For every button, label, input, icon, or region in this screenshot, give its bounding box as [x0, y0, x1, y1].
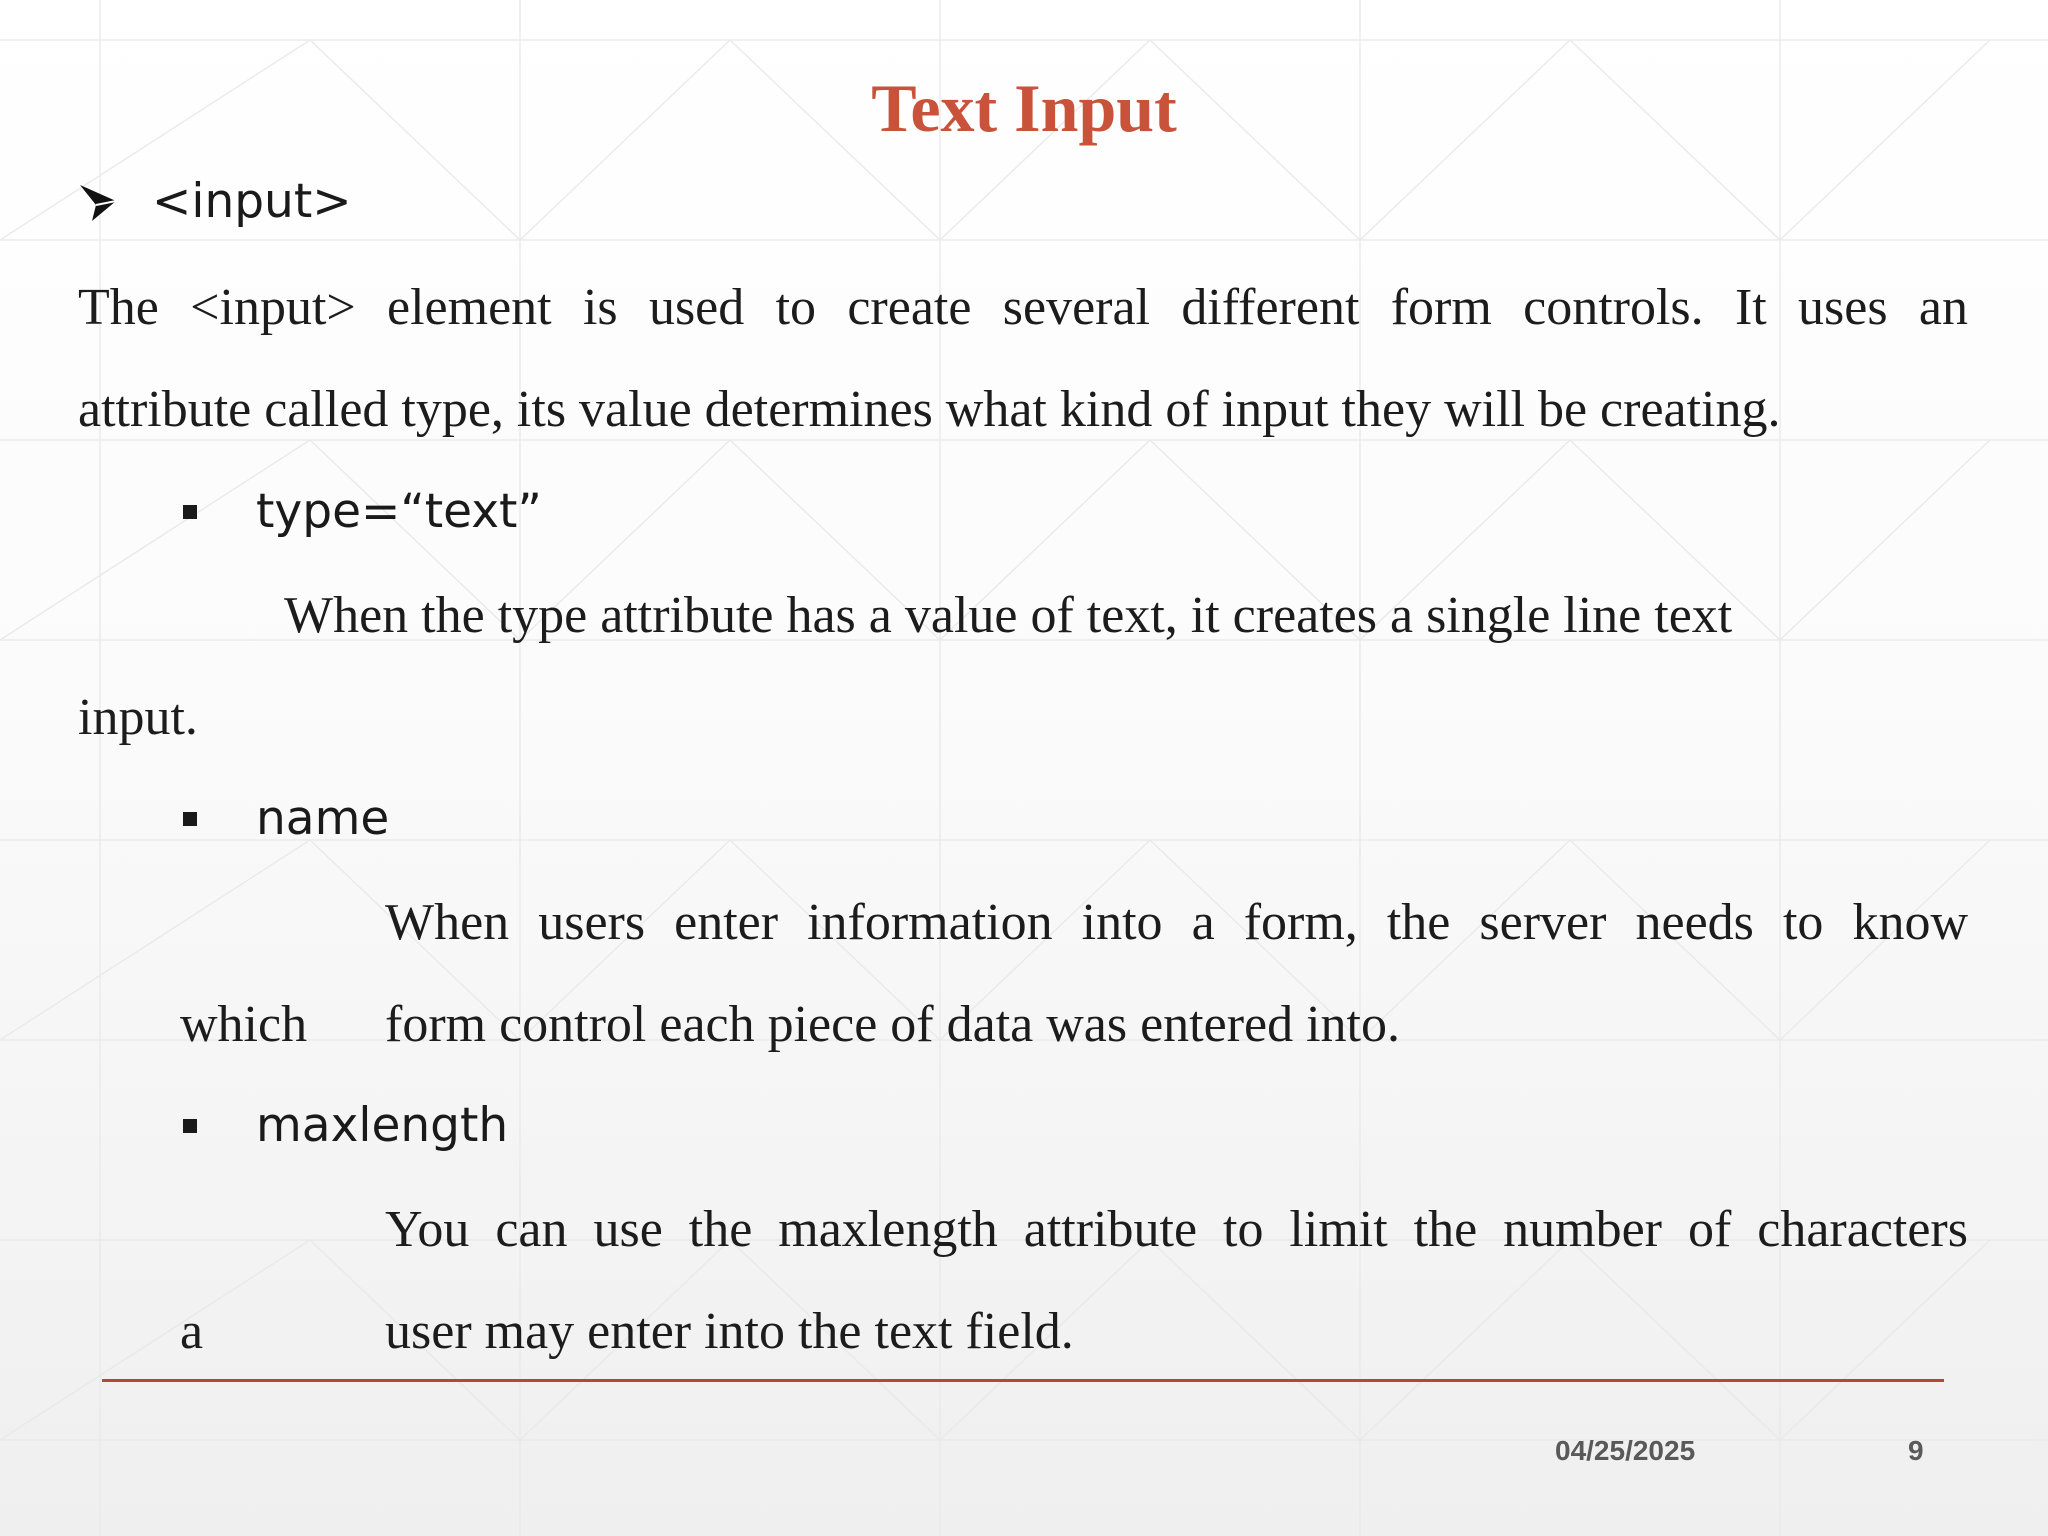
slide-title: Text Input: [871, 70, 1177, 146]
sub-bullet-label: maxlength: [256, 1098, 509, 1153]
description-line-lead: a: [180, 1303, 204, 1360]
main-bullet-label: <input>: [152, 174, 352, 229]
square-bullet-icon: [183, 812, 197, 826]
footer-date: 04/25/2025: [1555, 1435, 1696, 1466]
description-line-lead: which: [180, 996, 308, 1053]
footer-divider: [102, 1379, 1944, 1382]
description-line: You can use the maxlength attribute to limit the number of characters: [385, 1201, 1968, 1258]
square-bullet-icon: [183, 505, 197, 519]
intro-line-1: The <input> element is used to create several different form controls. It uses an: [78, 279, 1968, 336]
sub-bullet-row: [183, 791, 389, 847]
main-bullet-row: [78, 174, 352, 230]
square-bullet-icon: [183, 1119, 197, 1133]
sub-bullet-label: type=“text”: [256, 484, 542, 539]
description-line: input.: [78, 689, 198, 746]
intro-line-2: attribute called type, its value determines what kind of input they will be creating.: [78, 381, 1781, 438]
sub-bullet-label: name: [256, 791, 390, 846]
sub-bullet-row: [183, 484, 542, 540]
description-line: When users enter information into a form, the server needs to know: [385, 894, 1968, 951]
description-line: form control each piece of data was entered into.: [385, 996, 1400, 1053]
description-line: user may enter into the text field.: [385, 1303, 1074, 1360]
sub-bullet-row: [183, 1098, 508, 1154]
arrow-bullet-icon: [78, 181, 120, 223]
slide-number: 9: [1908, 1435, 1924, 1466]
description-line: When the type attribute has a value of text, it creates a single line text: [284, 587, 1733, 644]
